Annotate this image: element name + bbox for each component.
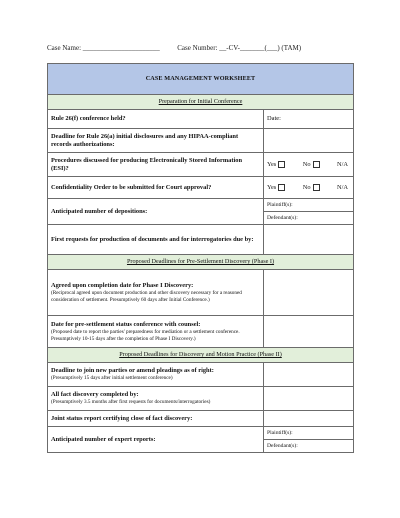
row-first-requests	[48, 225, 354, 255]
row-joint-status	[48, 411, 354, 427]
confidentiality-no-checkbox[interactable]	[313, 184, 320, 191]
worksheet-title: CASE MANAGEMENT WORKSHEET	[48, 64, 354, 95]
row-phase1-completion	[48, 270, 354, 316]
question-label: Deadline for Rule 26(a) initial disclosures and any HIPAA-compliant records authorizations:	[51, 132, 239, 148]
no-label: No	[302, 160, 311, 168]
question-label: Rule 26(f) conference held?	[51, 115, 126, 122]
question-label: Date for pre-settlement status conference with counsel:	[51, 321, 201, 328]
date-label: Date:	[267, 115, 281, 122]
question-label: All fact discovery completed by:	[51, 391, 139, 399]
phase1-date-field[interactable]	[264, 270, 354, 316]
confidentiality-options	[267, 184, 350, 192]
plaintiff-experts-field[interactable]: Plaintiff(s):	[264, 427, 353, 440]
row-esi	[48, 153, 354, 177]
defendant-experts-field[interactable]: Defendant(s):	[267, 442, 298, 449]
defendant-depositions-field[interactable]: Defendant(s):	[267, 214, 298, 221]
worksheet-title-row	[48, 64, 354, 95]
status-conference-date-field[interactable]	[264, 316, 354, 348]
fact-discovery-date-field[interactable]	[264, 387, 354, 411]
section-header-initial-conference	[48, 95, 354, 110]
joint-status-date-field[interactable]	[264, 411, 354, 427]
case-management-worksheet	[47, 63, 354, 453]
row-status-conference	[48, 316, 354, 348]
esi-yes-checkbox[interactable]	[278, 161, 285, 168]
row-expert-reports	[48, 427, 354, 453]
row-fact-discovery	[48, 387, 354, 411]
row-rule26f	[48, 110, 354, 129]
row-depositions	[48, 199, 354, 225]
no-label: No	[302, 183, 311, 191]
section-title: Preparation for Initial Conference	[158, 98, 243, 106]
rule26f-date-field[interactable]	[264, 110, 354, 129]
question-note: (Presumptively 3.5 months after first requests for documents/interrogatories)	[51, 399, 211, 406]
section-header-phase2	[48, 348, 354, 363]
confidentiality-yes-checkbox[interactable]	[278, 184, 285, 191]
row-deadline-26a	[48, 129, 354, 153]
question-label: Confidentiality Order to be submitted for Court approval?	[51, 183, 212, 191]
deadline-26a-field[interactable]	[264, 129, 354, 153]
yes-label: Yes	[267, 160, 277, 168]
question-note: (Proposed date to report the parties' preparedness for mediation or a settlement conference. Presumptively 10-15 days after the completion of Phase I Discovery.)	[51, 329, 240, 342]
esi-options	[267, 161, 350, 169]
plaintiff-depositions-field[interactable]: Plaintiff(s):	[264, 199, 353, 212]
question-label: Joint status report certifying close of fact discovery:	[51, 414, 193, 422]
section-title: Proposed Deadlines for Discovery and Motion Practice (Phase II)	[119, 351, 282, 359]
question-label: Agreed upon completion date for Phase I Discovery:	[51, 282, 194, 289]
section-header-phase1	[48, 255, 354, 270]
yes-label: Yes	[267, 183, 277, 191]
esi-no-checkbox[interactable]	[313, 161, 320, 168]
section-title: Proposed Deadlines for Pre-Settlement Discovery (Phase I)	[126, 258, 275, 266]
question-label: Deadline to join new parties or amend pleadings as of right:	[51, 367, 214, 375]
na-label: N/A	[337, 183, 349, 191]
question-label: Procedures discussed for producing Electronically Stored Information (ESI)?	[51, 156, 243, 172]
row-join-parties	[48, 363, 354, 387]
join-parties-date-field[interactable]	[264, 363, 354, 387]
case-number-field[interactable]: Case Number: __-CV-_______(___) (TAM)	[177, 44, 302, 52]
question-label: Anticipated number of depositions:	[51, 207, 148, 215]
case-header	[47, 44, 301, 52]
question-label: Anticipated number of expert reports:	[51, 435, 156, 443]
na-label: N/A	[337, 160, 349, 168]
first-requests-field[interactable]	[264, 225, 354, 255]
question-note: (Reciprocal agreed upon document production and other discovery necessary for a reasoned consideration of settlement. Presumptively 60 days after Initial Conference.)	[51, 290, 242, 303]
question-label: First requests for production of documents and for interrogatories due by:	[51, 235, 254, 243]
case-name-field[interactable]: Case Name: ______________________	[47, 44, 160, 52]
question-note: (Presumptively 15 days after initial settlement conference)	[51, 375, 173, 382]
row-confidentiality	[48, 177, 354, 199]
